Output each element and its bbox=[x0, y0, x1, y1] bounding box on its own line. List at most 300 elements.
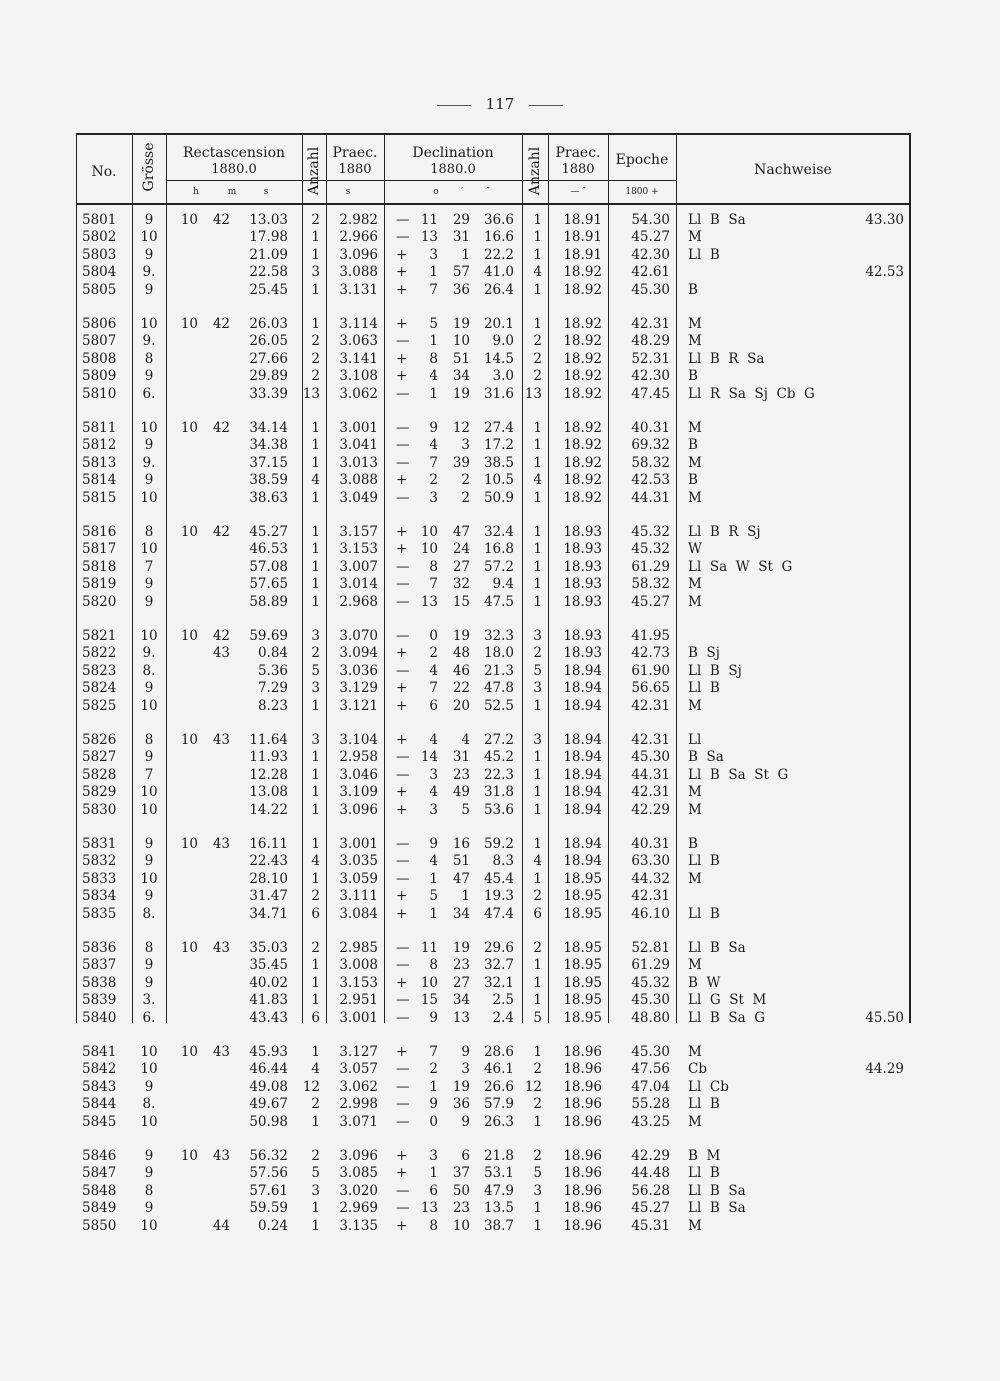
ra-precession: 3.153 bbox=[339, 974, 378, 991]
ra-hours: 10 bbox=[180, 836, 198, 852]
table-row bbox=[76, 975, 910, 992]
dec-degrees: 0 bbox=[429, 1113, 438, 1130]
dec-sign: — bbox=[396, 940, 410, 956]
ra-precession: 3.063 bbox=[339, 333, 378, 350]
ra-precession: 2.966 bbox=[339, 229, 378, 246]
ra-precession: 3.014 bbox=[339, 576, 378, 593]
dec-precession: 18.95 bbox=[563, 870, 602, 887]
ra-precession: 3.062 bbox=[339, 385, 378, 402]
table-row bbox=[76, 472, 910, 489]
ra-precession: 2.985 bbox=[339, 940, 378, 956]
dec-arcsec: 47.9 bbox=[483, 1182, 514, 1199]
dec-arcsec: 26.6 bbox=[483, 1078, 514, 1095]
magnitude: 9 bbox=[144, 472, 154, 489]
dec-arcsec: 22.3 bbox=[483, 766, 514, 783]
ra-seconds: 22.43 bbox=[249, 853, 288, 870]
ra-hours: 10 bbox=[180, 732, 198, 748]
dec-sign: + bbox=[396, 974, 408, 991]
dec-degrees: 8 bbox=[429, 350, 438, 367]
dec-arcmin: 16 bbox=[452, 836, 470, 852]
dec-count: 1 bbox=[533, 454, 542, 471]
dec-count: 1 bbox=[533, 836, 542, 852]
star-catalogue-table bbox=[76, 133, 910, 1234]
header-praec-ra: Praec. bbox=[332, 145, 378, 161]
header-nachweise: Nachweise bbox=[754, 162, 832, 178]
dec-arcmin: 10 bbox=[452, 1217, 470, 1234]
dec-sign: — bbox=[396, 853, 410, 870]
table-row bbox=[76, 784, 910, 801]
dec-sign: + bbox=[396, 1044, 408, 1060]
dec-degrees: 8 bbox=[429, 558, 438, 575]
star-number: 5803 bbox=[82, 246, 117, 263]
dec-count: 2 bbox=[533, 888, 542, 905]
ra-count: 13 bbox=[302, 385, 320, 402]
dec-degrees: 10 bbox=[420, 974, 438, 991]
dec-precession: 18.95 bbox=[563, 905, 602, 922]
dec-degrees: 1 bbox=[429, 264, 438, 281]
ra-seconds: 8.23 bbox=[257, 697, 288, 714]
dec-sign: — bbox=[396, 1096, 410, 1113]
dec-arcmin: 19 bbox=[452, 628, 470, 644]
dec-count: 1 bbox=[533, 281, 542, 298]
star-number: 5826 bbox=[82, 732, 117, 748]
dec-sign: — bbox=[396, 229, 410, 246]
star-number: 5802 bbox=[82, 229, 117, 246]
dec-precession: 18.92 bbox=[563, 489, 602, 506]
dec-sign: + bbox=[396, 246, 408, 263]
dec-count: 2 bbox=[533, 368, 542, 385]
references: B M bbox=[688, 1148, 721, 1164]
dec-degrees: 1 bbox=[429, 1078, 438, 1095]
dec-arcsec: 59.2 bbox=[483, 836, 514, 852]
dec-degrees: 3 bbox=[429, 1148, 438, 1164]
dec-sign: + bbox=[396, 524, 408, 540]
dec-sign: — bbox=[396, 628, 410, 644]
table-row bbox=[76, 1148, 910, 1165]
dec-count: 2 bbox=[533, 1148, 542, 1164]
dec-sign: — bbox=[396, 1200, 410, 1217]
references: Ll B Sa bbox=[688, 1182, 746, 1199]
dec-count: 1 bbox=[533, 992, 542, 1009]
dec-degrees: 7 bbox=[429, 1044, 438, 1060]
magnitude: 10 bbox=[140, 870, 158, 887]
dec-arcsec: 10.5 bbox=[483, 472, 514, 489]
ra-seconds: 46.53 bbox=[249, 541, 288, 558]
dec-degrees: 1 bbox=[429, 905, 438, 922]
dec-arcsec: 27.2 bbox=[483, 732, 514, 748]
star-number: 5817 bbox=[82, 541, 117, 558]
dec-arcmin: 34 bbox=[452, 992, 470, 1009]
ra-precession: 3.096 bbox=[339, 1148, 378, 1164]
references: W bbox=[688, 541, 702, 558]
ra-precession: 3.035 bbox=[339, 853, 378, 870]
dec-precession: 18.94 bbox=[563, 749, 602, 766]
dec-count: 1 bbox=[533, 316, 542, 332]
table-row bbox=[76, 368, 910, 385]
ra-seconds: 26.03 bbox=[249, 316, 288, 332]
ra-precession: 3.121 bbox=[339, 697, 378, 714]
dec-count: 2 bbox=[533, 1061, 542, 1078]
dec-count: 4 bbox=[533, 853, 542, 870]
ra-precession: 3.059 bbox=[339, 870, 378, 887]
magnitude: 9 bbox=[144, 437, 154, 454]
dec-arcsec: 2.5 bbox=[492, 992, 514, 1009]
table-row bbox=[76, 628, 910, 645]
dec-degrees: 2 bbox=[429, 472, 438, 489]
epoch: 42.31 bbox=[631, 784, 670, 801]
dec-sign: — bbox=[396, 766, 410, 783]
epoch-extra: 43.30 bbox=[865, 212, 904, 228]
ra-seconds: 37.15 bbox=[249, 454, 288, 471]
references: B bbox=[688, 281, 698, 298]
epoch: 48.80 bbox=[631, 1009, 670, 1026]
star-number: 5834 bbox=[82, 888, 117, 905]
references: Cb bbox=[688, 1061, 707, 1078]
table-row bbox=[76, 1079, 910, 1096]
ra-count: 1 bbox=[311, 541, 320, 558]
ra-seconds: 50.98 bbox=[249, 1113, 288, 1130]
magnitude: 9 bbox=[144, 853, 154, 870]
dec-arcmin: 36 bbox=[452, 281, 470, 298]
references: M bbox=[688, 576, 702, 593]
references: M bbox=[688, 454, 702, 471]
ra-precession: 2.969 bbox=[339, 1200, 378, 1217]
dec-arcmin: 23 bbox=[452, 1200, 470, 1217]
star-number: 5821 bbox=[82, 628, 117, 644]
ra-precession: 3.104 bbox=[339, 732, 378, 748]
dec-arcsec: 38.5 bbox=[483, 454, 514, 471]
dec-arcsec: 8.3 bbox=[492, 853, 514, 870]
dec-arcmin: 48 bbox=[452, 645, 470, 662]
star-number: 5805 bbox=[82, 281, 117, 298]
magnitude: 10 bbox=[140, 784, 158, 801]
ra-unit-h: h bbox=[193, 187, 199, 197]
dec-arcmin: 31 bbox=[452, 229, 470, 246]
ra-seconds: 13.08 bbox=[249, 784, 288, 801]
dec-count: 3 bbox=[533, 680, 542, 697]
dec-arcmin: 19 bbox=[452, 1078, 470, 1095]
dec-sign: — bbox=[396, 454, 410, 471]
dec-sign: — bbox=[396, 1009, 410, 1026]
dec-precession: 18.91 bbox=[563, 212, 602, 228]
dec-precession: 18.94 bbox=[563, 662, 602, 679]
ra-precession: 3.041 bbox=[339, 437, 378, 454]
references: M bbox=[688, 870, 702, 887]
dec-arcsec: 53.6 bbox=[483, 801, 514, 818]
page-number-line bbox=[0, 95, 1000, 113]
epoch: 45.27 bbox=[631, 229, 670, 246]
dec-degrees: 10 bbox=[420, 524, 438, 540]
dec-precession: 18.94 bbox=[563, 732, 602, 748]
ra-minutes: 42 bbox=[212, 524, 230, 540]
dec-arcmin: 2 bbox=[461, 489, 470, 506]
epoch: 42.30 bbox=[631, 246, 670, 263]
star-number: 5840 bbox=[82, 1009, 117, 1026]
dec-count: 6 bbox=[533, 905, 542, 922]
ra-count: 2 bbox=[311, 350, 320, 367]
dec-precession: 18.92 bbox=[563, 264, 602, 281]
magnitude: 9 bbox=[144, 1078, 154, 1095]
dec-degrees: 4 bbox=[429, 368, 438, 385]
dec-arcmin: 51 bbox=[452, 853, 470, 870]
dec-precession: 18.94 bbox=[563, 836, 602, 852]
ra-precession: 3.127 bbox=[339, 1044, 378, 1060]
dec-count: 1 bbox=[533, 229, 542, 246]
ra-minutes: 42 bbox=[212, 628, 230, 644]
dec-sign: + bbox=[396, 905, 408, 922]
references: B W bbox=[688, 974, 721, 991]
table-row bbox=[76, 767, 910, 784]
magnitude: 9. bbox=[142, 454, 156, 471]
ra-precession: 3.057 bbox=[339, 1061, 378, 1078]
epoch: 63.30 bbox=[631, 853, 670, 870]
epoch-extra: 44.29 bbox=[865, 1061, 904, 1078]
dec-precession: 18.96 bbox=[563, 1217, 602, 1234]
dec-arcsec: 31.6 bbox=[483, 385, 514, 402]
dec-arcsec: 19.3 bbox=[483, 888, 514, 905]
table-row bbox=[76, 680, 910, 697]
dec-precession: 18.93 bbox=[563, 558, 602, 575]
ra-seconds: 33.39 bbox=[249, 385, 288, 402]
dec-arcsec: 16.6 bbox=[483, 229, 514, 246]
dec-arcsec: 26.3 bbox=[483, 1113, 514, 1130]
ra-minutes: 44 bbox=[212, 1217, 230, 1234]
ra-unit-m: m bbox=[227, 187, 237, 197]
dec-degrees: 8 bbox=[429, 1217, 438, 1234]
dec-arcsec: 9.0 bbox=[492, 333, 514, 350]
ra-seconds: 49.08 bbox=[249, 1078, 288, 1095]
references: B Sa bbox=[688, 749, 724, 766]
references: Ll B bbox=[688, 1096, 720, 1113]
magnitude: 8 bbox=[144, 350, 154, 367]
dec-arcsec: 3.0 bbox=[492, 368, 514, 385]
ra-seconds: 11.93 bbox=[249, 749, 288, 766]
star-number: 5825 bbox=[82, 697, 117, 714]
magnitude: 10 bbox=[140, 420, 158, 436]
praec-dec-unit: — ″ bbox=[570, 187, 586, 197]
epoch: 42.31 bbox=[631, 697, 670, 714]
ra-precession: 3.062 bbox=[339, 1078, 378, 1095]
ra-precession: 2.998 bbox=[339, 1096, 378, 1113]
star-number: 5801 bbox=[82, 212, 117, 228]
magnitude: 10 bbox=[140, 1044, 158, 1060]
star-number: 5806 bbox=[82, 316, 117, 332]
dec-arcmin: 22 bbox=[452, 680, 470, 697]
dec-precession: 18.95 bbox=[563, 888, 602, 905]
references: M bbox=[688, 1217, 702, 1234]
epoch: 44.48 bbox=[631, 1165, 670, 1182]
dec-arcsec: 31.8 bbox=[483, 784, 514, 801]
table-row bbox=[76, 1165, 910, 1182]
star-number: 5845 bbox=[82, 1113, 117, 1130]
epoch: 61.90 bbox=[631, 662, 670, 679]
dec-arcsec: 21.3 bbox=[483, 662, 514, 679]
ra-seconds: 27.66 bbox=[249, 350, 288, 367]
ra-precession: 3.114 bbox=[339, 316, 378, 332]
dec-count: 1 bbox=[533, 558, 542, 575]
dec-degrees: 5 bbox=[429, 888, 438, 905]
epoch: 52.81 bbox=[631, 940, 670, 956]
ra-seconds: 57.65 bbox=[249, 576, 288, 593]
ra-precession: 3.001 bbox=[339, 1009, 378, 1026]
dec-arcmin: 39 bbox=[452, 454, 470, 471]
dec-arcmin: 24 bbox=[452, 541, 470, 558]
ra-seconds: 12.28 bbox=[249, 766, 288, 783]
ra-count: 1 bbox=[311, 1217, 320, 1234]
header-praec-dec-year: 1880 bbox=[561, 162, 595, 177]
dec-sign: + bbox=[396, 472, 408, 489]
dec-degrees: 7 bbox=[429, 281, 438, 298]
dec-arcmin: 36 bbox=[452, 1096, 470, 1113]
dec-arcsec: 57.2 bbox=[483, 558, 514, 575]
ra-seconds: 17.98 bbox=[249, 229, 288, 246]
dec-count: 2 bbox=[533, 645, 542, 662]
dec-precession: 18.96 bbox=[563, 1182, 602, 1199]
dec-precession: 18.93 bbox=[563, 645, 602, 662]
ra-count: 1 bbox=[311, 489, 320, 506]
references: Ll bbox=[688, 732, 702, 748]
star-number: 5829 bbox=[82, 784, 117, 801]
references: B Sj bbox=[688, 645, 720, 662]
dec-arcmin: 9 bbox=[461, 1113, 470, 1130]
dec-precession: 18.96 bbox=[563, 1096, 602, 1113]
ra-seconds: 57.08 bbox=[249, 558, 288, 575]
header-anzahl-dec: Anzahl bbox=[527, 146, 543, 196]
magnitude: 9 bbox=[144, 888, 154, 905]
magnitude: 10 bbox=[140, 1217, 158, 1234]
star-number: 5820 bbox=[82, 593, 117, 610]
dec-degrees: 7 bbox=[429, 680, 438, 697]
dec-precession: 18.92 bbox=[563, 420, 602, 436]
epoch: 42.61 bbox=[631, 264, 670, 281]
magnitude: 10 bbox=[140, 489, 158, 506]
epoch: 44.32 bbox=[631, 870, 670, 887]
ra-count: 2 bbox=[311, 940, 320, 956]
ra-precession: 3.085 bbox=[339, 1165, 378, 1182]
table-row bbox=[76, 541, 910, 558]
dec-degrees: 9 bbox=[429, 836, 438, 852]
dec-precession: 18.92 bbox=[563, 437, 602, 454]
dec-arcmin: 37 bbox=[452, 1165, 470, 1182]
epoch: 58.32 bbox=[631, 576, 670, 593]
ra-seconds: 49.67 bbox=[249, 1096, 288, 1113]
table-row bbox=[76, 749, 910, 766]
dec-count: 1 bbox=[533, 1200, 542, 1217]
dec-precession: 18.96 bbox=[563, 1078, 602, 1095]
dec-sign: + bbox=[396, 264, 408, 281]
ra-seconds: 41.83 bbox=[249, 992, 288, 1009]
dec-arcmin: 50 bbox=[452, 1182, 470, 1199]
dec-degrees: 6 bbox=[429, 1182, 438, 1199]
table-row bbox=[76, 940, 910, 957]
ra-count: 1 bbox=[311, 1113, 320, 1130]
dec-sign: — bbox=[396, 558, 410, 575]
header-units-rule bbox=[166, 180, 676, 181]
dec-count: 1 bbox=[533, 212, 542, 228]
ra-precession: 3.001 bbox=[339, 420, 378, 436]
ra-minutes: 43 bbox=[212, 645, 230, 662]
dec-precession: 18.92 bbox=[563, 316, 602, 332]
dec-precession: 18.93 bbox=[563, 628, 602, 644]
references: Ll B Sa bbox=[688, 212, 746, 228]
dec-count: 1 bbox=[533, 489, 542, 506]
dec-count: 1 bbox=[533, 437, 542, 454]
ra-count: 4 bbox=[311, 853, 320, 870]
star-number: 5836 bbox=[82, 940, 117, 956]
dec-sign: + bbox=[396, 697, 408, 714]
epoch: 47.45 bbox=[631, 385, 670, 402]
dec-precession: 18.94 bbox=[563, 697, 602, 714]
table-row bbox=[76, 386, 910, 403]
dec-count: 2 bbox=[533, 940, 542, 956]
dec-arcmin: 1 bbox=[461, 246, 470, 263]
table-row bbox=[76, 420, 910, 437]
ra-count: 1 bbox=[311, 316, 320, 332]
ra-count: 1 bbox=[311, 524, 320, 540]
references: M bbox=[688, 697, 702, 714]
table-row bbox=[76, 576, 910, 593]
dec-precession: 18.95 bbox=[563, 940, 602, 956]
table-row bbox=[76, 888, 910, 905]
ra-precession: 3.070 bbox=[339, 628, 378, 644]
dec-sign: + bbox=[396, 680, 408, 697]
dec-count: 1 bbox=[533, 974, 542, 991]
dec-arcmin: 20 bbox=[452, 697, 470, 714]
page-number-dash-right bbox=[529, 105, 563, 106]
dec-arcmin: 5 bbox=[461, 801, 470, 818]
epoch: 40.31 bbox=[631, 836, 670, 852]
epoch: 45.30 bbox=[631, 749, 670, 766]
dec-degrees: 1 bbox=[429, 1165, 438, 1182]
dec-count: 1 bbox=[533, 766, 542, 783]
table-row bbox=[76, 1061, 910, 1078]
dec-arcsec: 17.2 bbox=[483, 437, 514, 454]
magnitude: 9. bbox=[142, 645, 156, 662]
dec-precession: 18.92 bbox=[563, 350, 602, 367]
epoche-unit: 1800 + bbox=[625, 187, 659, 197]
magnitude: 10 bbox=[140, 1113, 158, 1130]
dec-arcmin: 1 bbox=[461, 888, 470, 905]
epoch: 45.32 bbox=[631, 974, 670, 991]
ra-seconds: 59.59 bbox=[249, 1200, 288, 1217]
ra-count: 12 bbox=[302, 1078, 320, 1095]
dec-sign: — bbox=[396, 1182, 410, 1199]
dec-sign: — bbox=[396, 385, 410, 402]
dec-precession: 18.96 bbox=[563, 1061, 602, 1078]
dec-degrees: 3 bbox=[429, 801, 438, 818]
ra-count: 1 bbox=[311, 558, 320, 575]
references: Ll B Sj bbox=[688, 662, 742, 679]
dec-arcsec: 32.3 bbox=[483, 628, 514, 644]
dec-arcmin: 3 bbox=[461, 437, 470, 454]
epoch: 45.27 bbox=[631, 593, 670, 610]
star-number: 5849 bbox=[82, 1200, 117, 1217]
table-row bbox=[76, 1010, 910, 1027]
dec-sign: — bbox=[396, 662, 410, 679]
magnitude: 9 bbox=[144, 593, 154, 610]
epoch: 42.53 bbox=[631, 472, 670, 489]
ra-count: 1 bbox=[311, 801, 320, 818]
dec-arcmin: 51 bbox=[452, 350, 470, 367]
dec-arcsec: 32.4 bbox=[483, 524, 514, 540]
dec-arcsec: 26.4 bbox=[483, 281, 514, 298]
dec-count: 1 bbox=[533, 246, 542, 263]
dec-arcmin: 2 bbox=[461, 472, 470, 489]
ra-count: 1 bbox=[311, 784, 320, 801]
dec-arcmin: 12 bbox=[452, 420, 470, 436]
magnitude: 9 bbox=[144, 680, 154, 697]
star-number: 5833 bbox=[82, 870, 117, 887]
